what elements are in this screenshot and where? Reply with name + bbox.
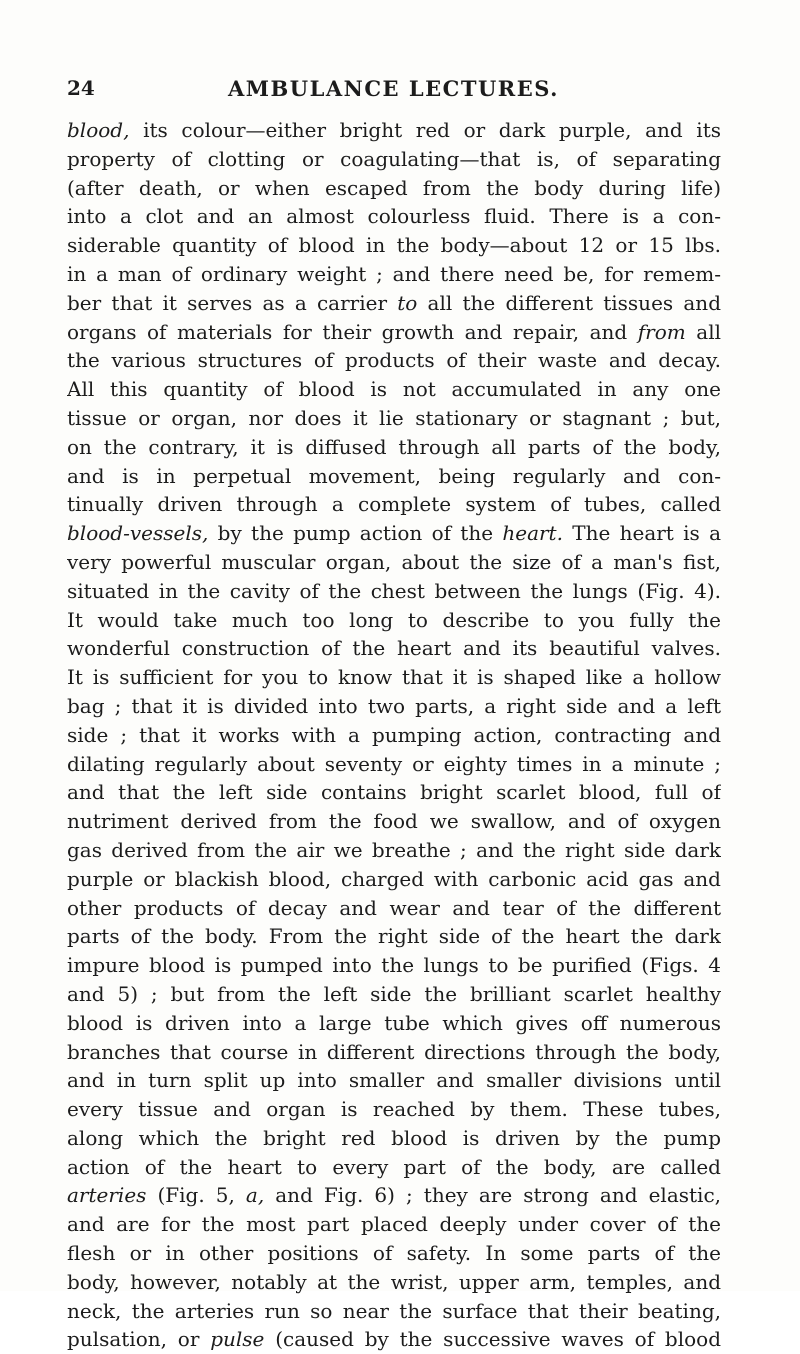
text-run: and that the left side contains bright scarlet blood, full of [67, 780, 721, 805]
text-line [67, 951, 721, 980]
running-title: AMBULANCE LECTURES. [227, 76, 559, 101]
text-run: by the pump action of the [208, 521, 503, 546]
text-run: every tissue and organ is reached by them. These tubes, [67, 1097, 721, 1122]
text-run: neck, the arteries run so near the surface that their beating, [67, 1298, 721, 1323]
text-line [67, 462, 721, 491]
text-run: and are for the most part placed deeply under cover of the [67, 1212, 721, 1237]
text-line [67, 260, 721, 289]
text-line [67, 289, 721, 318]
text-line [67, 1181, 721, 1210]
text-run: blood is driven into a large tube which gives off numerous [67, 1010, 721, 1035]
text-run: impure blood is pumped into the lungs to be purified (Figs. 4 [67, 953, 721, 978]
text-run: (Fig. 5, [146, 1183, 246, 1208]
italic-term: blood, [67, 118, 130, 142]
text-line [67, 1038, 721, 1067]
text-run: It would take much too long to describe to you fully the [67, 607, 721, 632]
text-line [67, 1239, 721, 1268]
text-line [67, 606, 721, 635]
text-line [67, 865, 721, 894]
text-run: tinually driven through a complete system of tubes, called [67, 492, 721, 517]
text-run: (after death, or when escaped from the body during life) [67, 175, 721, 200]
text-line [67, 577, 721, 606]
text-line [67, 1297, 721, 1326]
text-line [67, 980, 721, 1009]
text-line [67, 750, 721, 779]
text-line [67, 1325, 721, 1354]
text-line [67, 490, 721, 519]
text-line [67, 692, 721, 721]
text-line [67, 894, 721, 923]
text-run: action of the heart to every part of the body, are called [67, 1154, 721, 1179]
text-run: gas derived from the air we breathe ; and the right side dark [67, 837, 721, 862]
text-run: all the different tissues and [417, 290, 721, 315]
text-run: very powerful muscular organ, about the size of a man's fist, [67, 549, 721, 574]
text-line [67, 1210, 721, 1239]
italic-term: to [397, 290, 418, 315]
text-line [67, 1124, 721, 1153]
text-run: and is in perpetual movement, being regularly and con- [67, 463, 721, 488]
text-run: organs of materials for their growth and repair, and [67, 319, 638, 344]
text-line [67, 346, 721, 375]
text-run: flesh or in other positions of safety. In some parts of the [67, 1241, 721, 1266]
text-line [67, 1153, 721, 1182]
text-line [67, 1268, 721, 1297]
text-run: pulsation, or [67, 1327, 211, 1352]
italic-term: heart. [502, 521, 563, 546]
text-run: other products of decay and wear and tear of the different [67, 895, 721, 920]
page-number: 24 [67, 76, 95, 100]
body-text [67, 116, 721, 1354]
text-run: wonderful construction of the heart and its beautiful valves. [67, 636, 721, 661]
text-line [67, 634, 721, 663]
text-line [67, 721, 721, 750]
text-line [67, 778, 721, 807]
text-line [67, 116, 721, 145]
text-line [67, 433, 721, 462]
text-line [67, 548, 721, 577]
text-line [67, 1066, 721, 1095]
text-run: side ; that it works with a pumping action, contracting and [67, 722, 721, 747]
text-run: parts of the body. From the right side of the heart the dark [67, 924, 721, 949]
text-run: all [685, 319, 721, 344]
italic-term: blood-vessels, [67, 521, 209, 546]
text-line [67, 807, 721, 836]
text-run: siderable quantity of blood in the body—about 12 or 15 lbs. [67, 233, 721, 258]
text-run: situated in the cavity of the chest between the lungs (Fig. 4). [67, 578, 721, 603]
text-line [67, 231, 721, 260]
text-run: ber that it serves as a carrier [67, 290, 398, 315]
italic-term: from [637, 319, 686, 344]
text-run: the various structures of products of their waste and decay. [67, 348, 721, 373]
text-run: branches that course in different directions through the body, [67, 1039, 721, 1064]
text-run: and in turn split up into smaller and smaller divisions until [67, 1068, 721, 1093]
text-line [67, 145, 721, 174]
italic-term: a, [245, 1183, 265, 1208]
italic-term: arteries [67, 1183, 147, 1208]
text-run: All this quantity of blood is not accumulated in any one [67, 377, 721, 402]
text-line [67, 202, 721, 231]
text-run: and Fig. 6) ; they are strong and elastic, [264, 1183, 721, 1208]
running-head [67, 76, 720, 106]
text-run: tissue or organ, nor does it lie stationary or stagnant ; but, [67, 405, 721, 430]
text-run: bag ; that it is divided into two parts, a right side and a left [67, 693, 721, 718]
text-run: It is sufficient for you to know that it is shaped like a hollow [67, 665, 721, 690]
text-run: and 5) ; but from the left side the brilliant scarlet healthy [67, 981, 721, 1006]
text-run: into a clot and an almost colourless fluid. There is a con- [67, 204, 721, 229]
text-line [67, 404, 721, 433]
text-run: nutriment derived from the food we swallow, and of oxygen [67, 809, 721, 834]
text-run: (caused by the successive waves of blood [264, 1327, 721, 1352]
text-line [67, 836, 721, 865]
text-run: dilating regularly about seventy or eighty times in a minute ; [67, 751, 721, 776]
text-line [67, 318, 721, 347]
text-run: property of clotting or coagulating—that is, of separating [67, 146, 721, 171]
text-run: on the contrary, it is diffused through all parts of the body, [67, 434, 721, 459]
text-line [67, 1095, 721, 1124]
text-run: body, however, notably at the wrist, upper arm, temples, and [67, 1269, 721, 1294]
text-run: purple or blackish blood, charged with carbonic acid gas and [67, 866, 721, 891]
text-line [67, 174, 721, 203]
text-line [67, 1009, 721, 1038]
text-run: along which the bright red blood is driven by the pump [67, 1125, 721, 1150]
italic-term: pulse [210, 1327, 265, 1352]
text-line [67, 375, 721, 404]
text-line [67, 663, 721, 692]
text-line [67, 922, 721, 951]
text-run: its colour—either bright red or dark purple, and its [129, 118, 721, 142]
text-run: in a man of ordinary weight ; and there need be, for remem- [67, 261, 721, 286]
text-line [67, 519, 721, 548]
text-run: The heart is a [562, 521, 721, 546]
